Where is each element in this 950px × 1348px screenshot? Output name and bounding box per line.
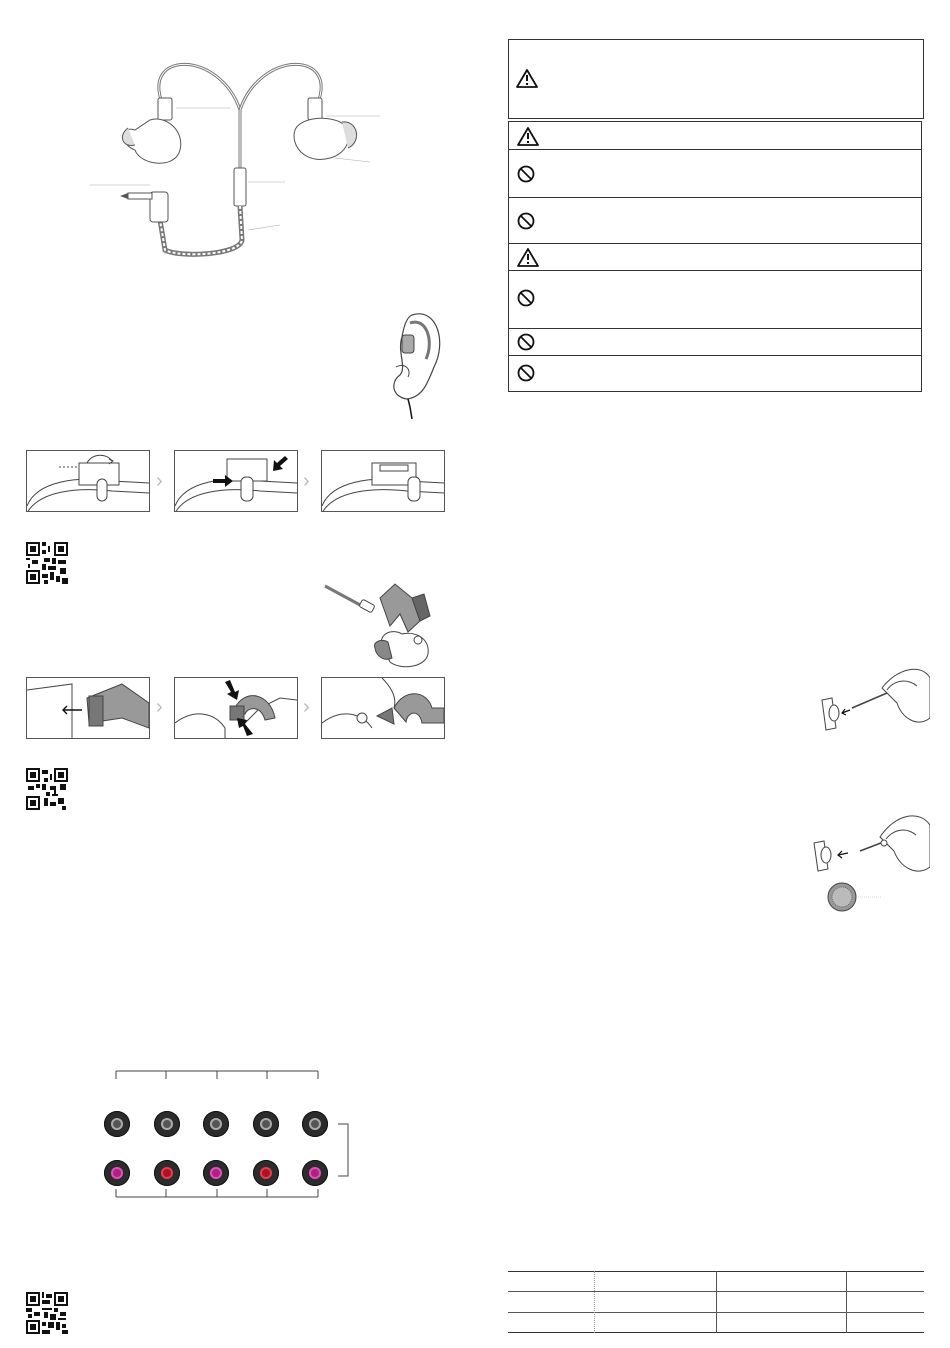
qr-code-icon bbox=[26, 768, 68, 810]
warning-triangle-icon bbox=[517, 248, 539, 267]
chevron-right-icon: › bbox=[156, 696, 163, 718]
prohibition-row bbox=[508, 329, 922, 356]
eartip-black bbox=[253, 1111, 279, 1137]
prohibition-row bbox=[508, 271, 922, 329]
cable-step-3-panel bbox=[321, 677, 445, 739]
connector-step-1-panel bbox=[26, 450, 150, 512]
warning-box bbox=[508, 39, 924, 119]
cable-clip-illustration bbox=[320, 576, 445, 672]
eartip-bracket-side bbox=[336, 1122, 352, 1178]
spec-table-column-divider bbox=[716, 1271, 717, 1333]
eartip-bracket-top bbox=[114, 1068, 324, 1080]
chevron-right-icon: › bbox=[303, 696, 310, 718]
eartip-black bbox=[302, 1111, 328, 1137]
connector-step-2-panel bbox=[174, 450, 298, 512]
cable-step-1-panel bbox=[26, 677, 150, 739]
eartip-red bbox=[253, 1160, 279, 1186]
filter-replace-illustration bbox=[808, 805, 930, 917]
eartip-pink bbox=[302, 1160, 328, 1186]
warning-header-row bbox=[508, 121, 922, 150]
eartip-black bbox=[203, 1111, 229, 1137]
prohibition-row bbox=[508, 150, 922, 198]
prohibition-row bbox=[508, 356, 922, 392]
prohibited-circle-icon bbox=[517, 165, 535, 183]
prohibition-row bbox=[508, 198, 922, 244]
cable-step-2-panel bbox=[174, 677, 298, 739]
eartip-pink bbox=[203, 1160, 229, 1186]
prohibited-circle-icon bbox=[517, 289, 535, 307]
warning-header-row bbox=[508, 244, 922, 271]
warning-triangle-icon bbox=[516, 69, 538, 88]
eartip-black bbox=[104, 1111, 130, 1137]
eartip-red bbox=[154, 1160, 180, 1186]
prohibited-circle-icon bbox=[517, 364, 535, 382]
eartip-black bbox=[154, 1111, 180, 1137]
qr-code-icon bbox=[26, 542, 68, 584]
chevron-right-icon: › bbox=[303, 470, 310, 492]
ear-wearing-illustration bbox=[382, 307, 444, 419]
connector-step-3-panel bbox=[321, 450, 445, 512]
qr-code-icon bbox=[26, 1292, 68, 1334]
earphone-overview-diagram bbox=[80, 50, 390, 265]
prohibited-circle-icon bbox=[517, 333, 535, 351]
prohibited-circle-icon bbox=[517, 212, 535, 230]
eartip-pink bbox=[104, 1160, 130, 1186]
eartip-bracket-bottom bbox=[114, 1188, 324, 1200]
spec-table bbox=[508, 1271, 924, 1333]
spec-table-column-divider bbox=[846, 1271, 847, 1333]
warning-triangle-icon bbox=[517, 127, 539, 146]
spec-table-column-divider bbox=[594, 1271, 595, 1333]
chevron-right-icon: › bbox=[156, 470, 163, 492]
filter-cleaning-illustration bbox=[812, 658, 930, 750]
